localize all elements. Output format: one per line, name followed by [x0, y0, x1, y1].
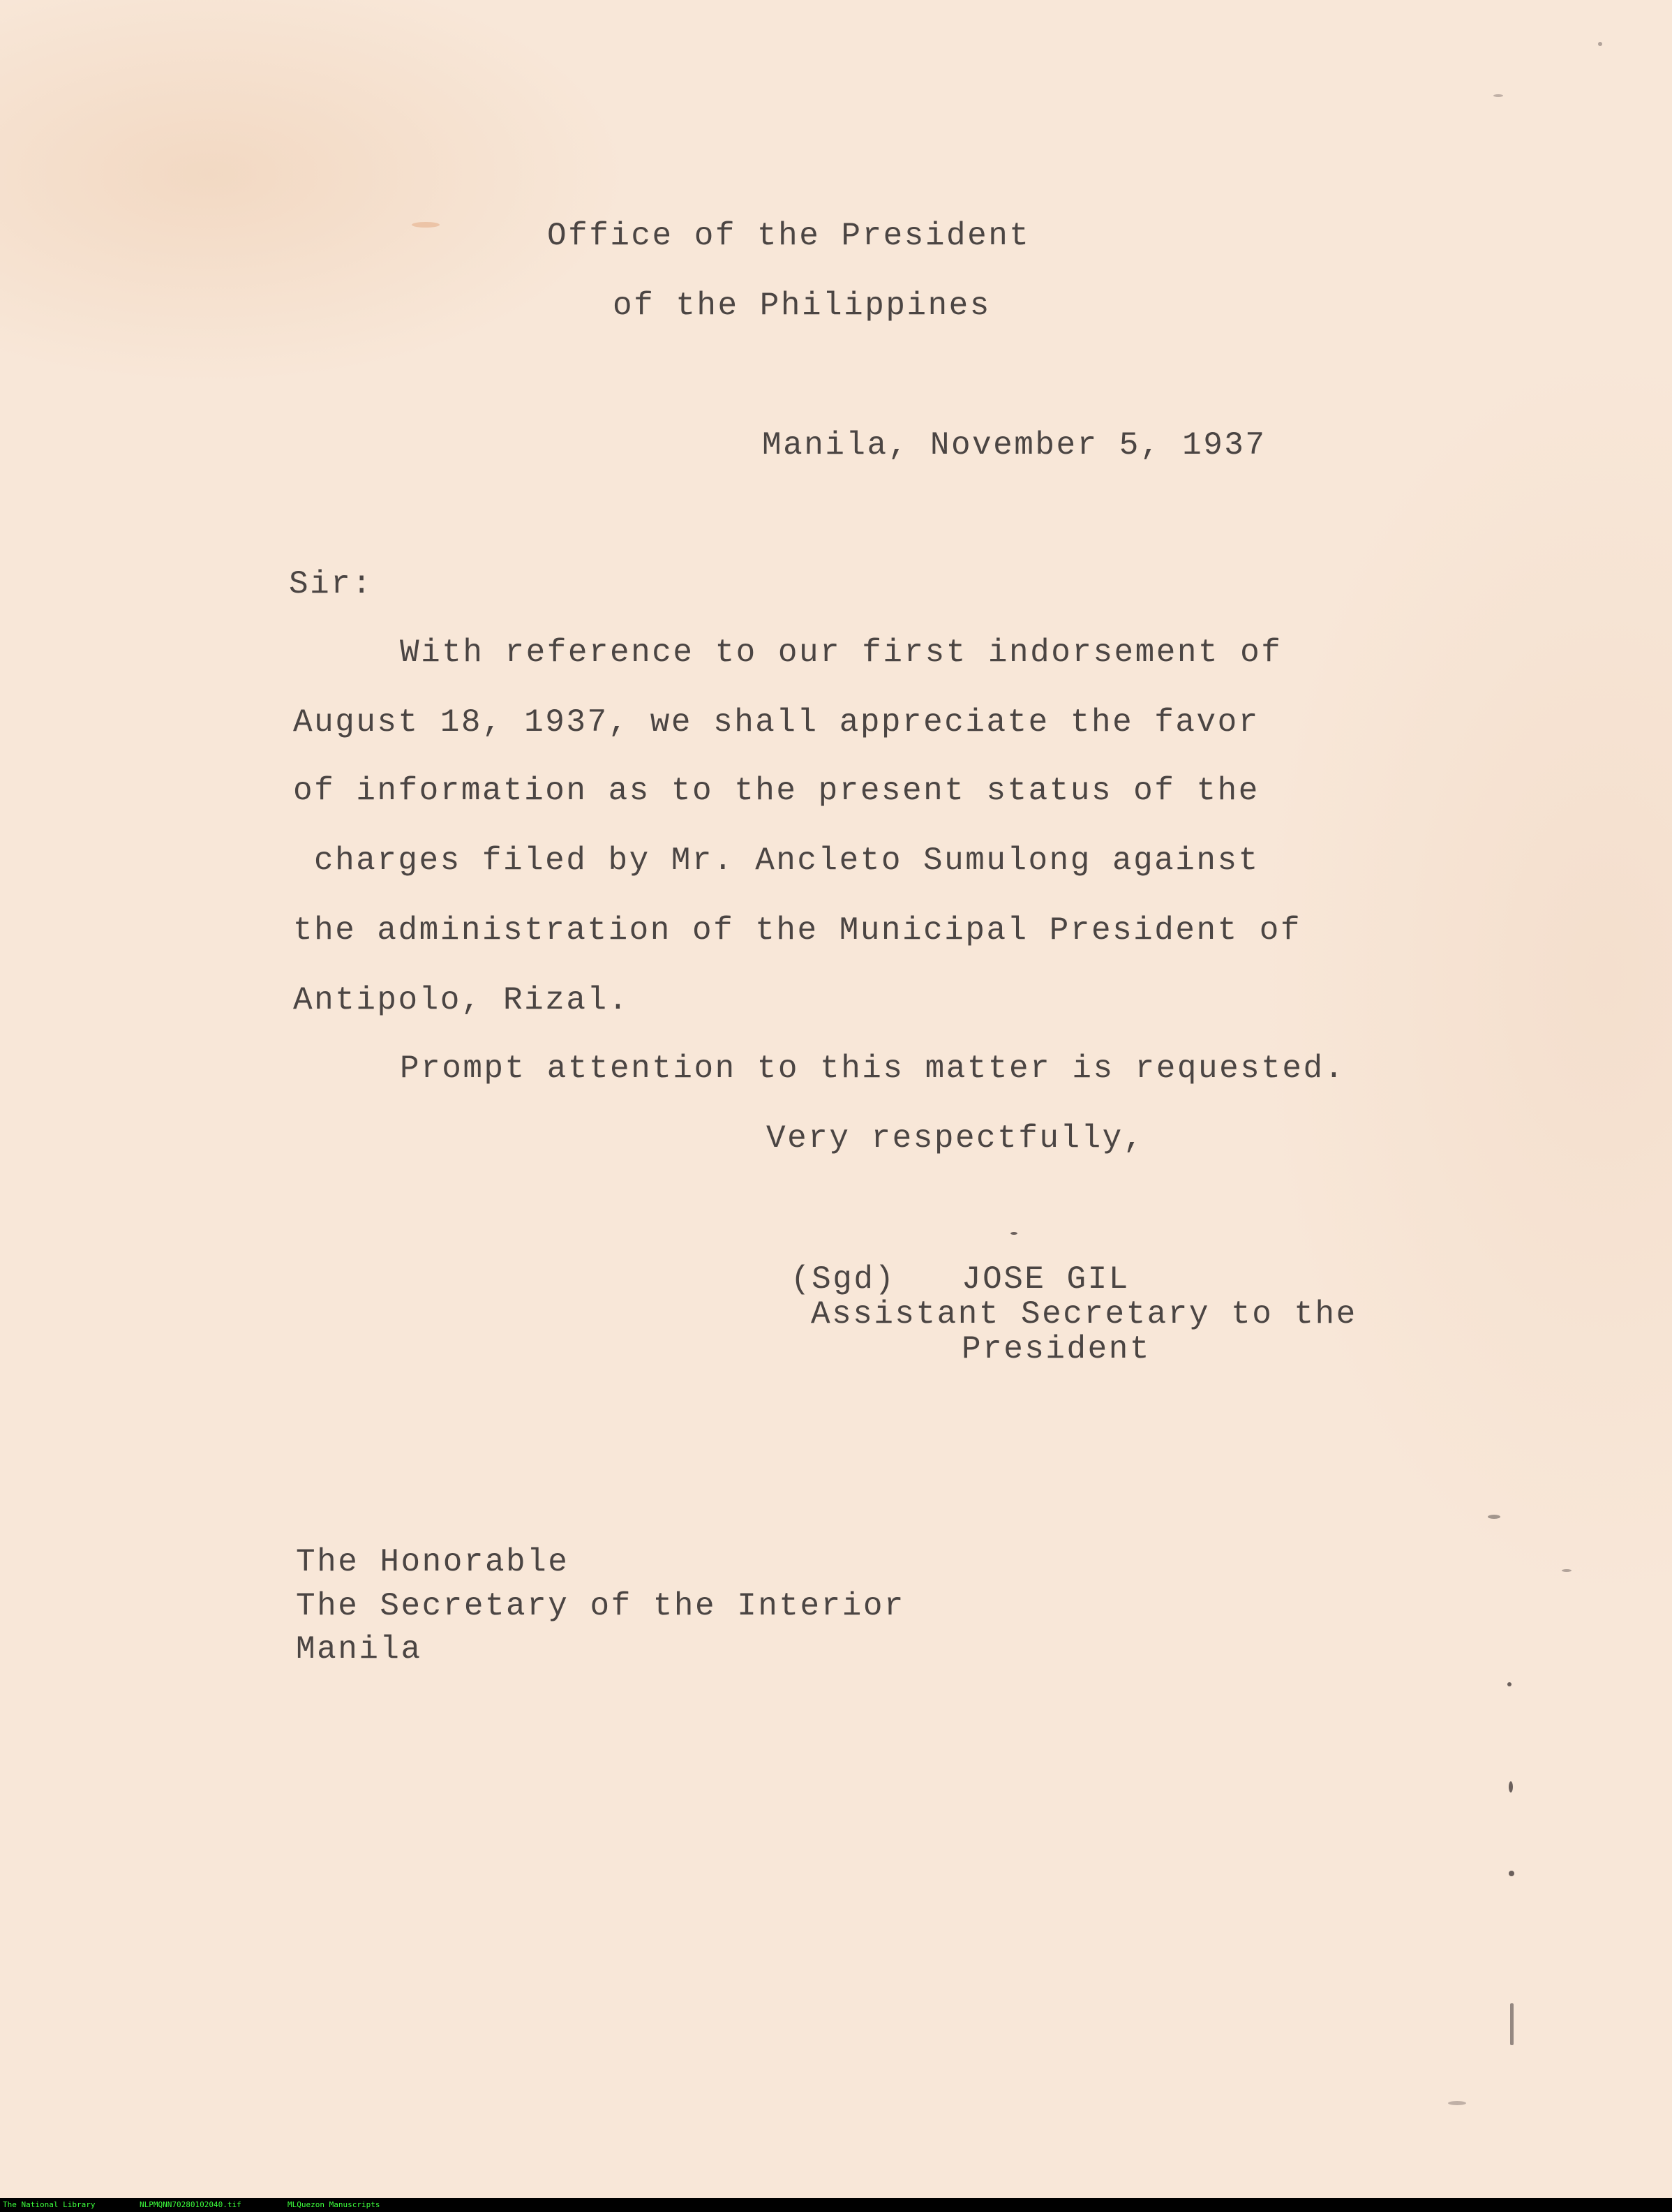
body-line-6: Antipolo, Rizal. — [293, 982, 629, 1018]
footer-filename: NLPMQNN70280102040.tif — [140, 2200, 241, 2209]
footer-collection: MLQuezon Manuscripts — [288, 2200, 380, 2209]
archive-footer-bar — [0, 2198, 1672, 2212]
body-line-1: With reference to our first indorsement of — [400, 634, 1283, 671]
body-paragraph-2: Prompt attention to this matter is requested. — [400, 1051, 1345, 1087]
body-line-5: the administration of the Municipal President of — [293, 912, 1302, 949]
paper-speck — [1010, 1232, 1017, 1235]
body-line-4: charges filed by Mr. Ancleto Sumulong against — [314, 843, 1260, 879]
paper-speck — [1509, 1871, 1514, 1876]
addressee-line-2: The Secretary of the Interior — [296, 1588, 906, 1624]
salutation: Sir: — [289, 566, 373, 602]
signature-sgd: (Sgd) — [791, 1261, 896, 1298]
paper-speck — [1562, 1569, 1572, 1572]
body-line-2: August 18, 1937, we shall appreciate the favor — [293, 704, 1260, 741]
paper-speck — [1507, 1682, 1511, 1686]
addressee-line-1: The Honorable — [296, 1544, 569, 1580]
paper-speck — [1448, 2101, 1466, 2105]
paper-speck — [1509, 1781, 1513, 1792]
dateline: Manila, November 5, 1937 — [762, 427, 1267, 463]
footer-source: The National Library — [3, 2200, 96, 2209]
addressee-line-3: Manila — [296, 1631, 422, 1668]
paper-speck — [1488, 1515, 1500, 1519]
letterhead-line-2: of the Philippines — [613, 288, 991, 324]
body-line-3: of information as to the present status of the — [293, 773, 1260, 809]
paper-speck — [1598, 42, 1602, 46]
signature-title-line-2: President — [962, 1331, 1151, 1367]
paper-stain — [412, 222, 440, 228]
paper-speck — [1510, 2003, 1514, 2045]
closing: Very respectfully, — [766, 1120, 1144, 1157]
signature-name: JOSE GIL — [962, 1261, 1130, 1298]
letterhead-line-1: Office of the President — [547, 218, 1031, 254]
signature-title-line-1: Assistant Secretary to the — [811, 1296, 1357, 1333]
paper-speck — [1493, 94, 1503, 97]
